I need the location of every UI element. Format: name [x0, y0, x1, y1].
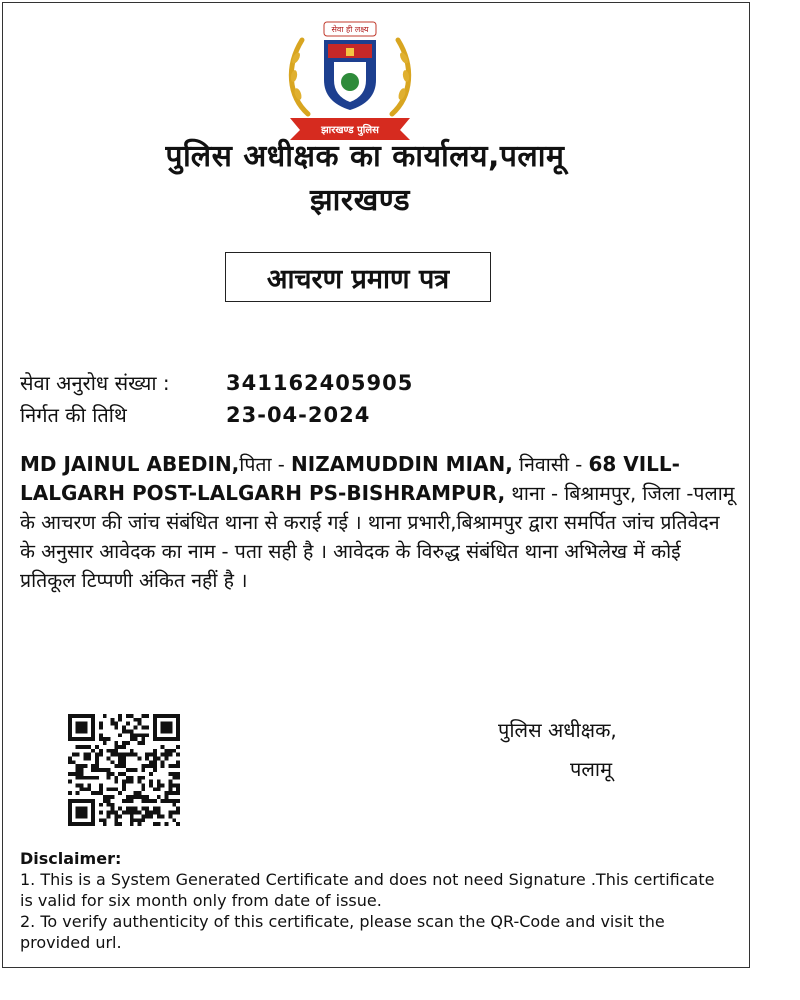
- disclaimer-line-2: 2. To verify authenticity of this certificate, please scan the QR-Code and visit the provided url.: [20, 912, 665, 952]
- police-emblem-icon: [280, 18, 420, 142]
- certificate-body: [20, 450, 735, 595]
- request-number-row: [20, 369, 413, 396]
- signatory-place: पलामू: [570, 757, 613, 781]
- disclaimer: [20, 848, 720, 953]
- request-number-label: सेवा अनुरोध संख्या :: [20, 371, 170, 395]
- applicant-name: MD JAINUL ABEDIN,: [20, 452, 240, 476]
- disclaimer-heading: Disclaimer:: [20, 849, 122, 868]
- office-state: झारखण्ड: [309, 183, 411, 218]
- request-number-value: 341162405905: [226, 371, 414, 395]
- applicant-address: 68 VILL-LALGARH POST-LALGARH PS-BISHRAMPUR,: [20, 452, 680, 505]
- father-name: NIZAMUDDIN MIAN,: [291, 452, 513, 476]
- qr-code-icon[interactable]: [68, 714, 180, 826]
- issue-date-label: निर्गत की तिथि: [20, 403, 127, 427]
- father-label: पिता -: [239, 453, 292, 476]
- issue-date-value: 23-04-2024: [226, 403, 371, 427]
- emblem-ribbon-text: झारखण्ड पुलिस: [321, 125, 379, 136]
- certificate-statement: थाना - बिश्रामपुर, जिला -पलामू के आचरण की जांच संबंधित थाना से कराई गई । थाना प्रभारी,बिश्रामपुर द्वारा समर्पित जांच प्रतिवेदन के अनुसार आवेदक का नाम - पता सही है । आवेदक के विरुद्ध संबंधित थाना अभिलेख में कोई प्रतिकूल टिप्पणी अंकित नहीं है ।: [20, 482, 735, 592]
- signatory-designation: पुलिस अधीक्षक,: [498, 718, 617, 742]
- issue-date-row: [20, 401, 370, 428]
- certificate-title: आचरण प्रमाण पत्र: [225, 252, 491, 302]
- office-title: पुलिस अधीक्षक का कार्यालय,पलामू: [165, 139, 565, 174]
- disclaimer-line-1: 1. This is a System Generated Certificate and does not need Signature .This certificate is valid for six month only from date of issue.: [20, 870, 715, 910]
- resident-label: निवासी -: [512, 453, 589, 476]
- emblem-motto: सेवा ही लक्ष्य: [331, 25, 369, 34]
